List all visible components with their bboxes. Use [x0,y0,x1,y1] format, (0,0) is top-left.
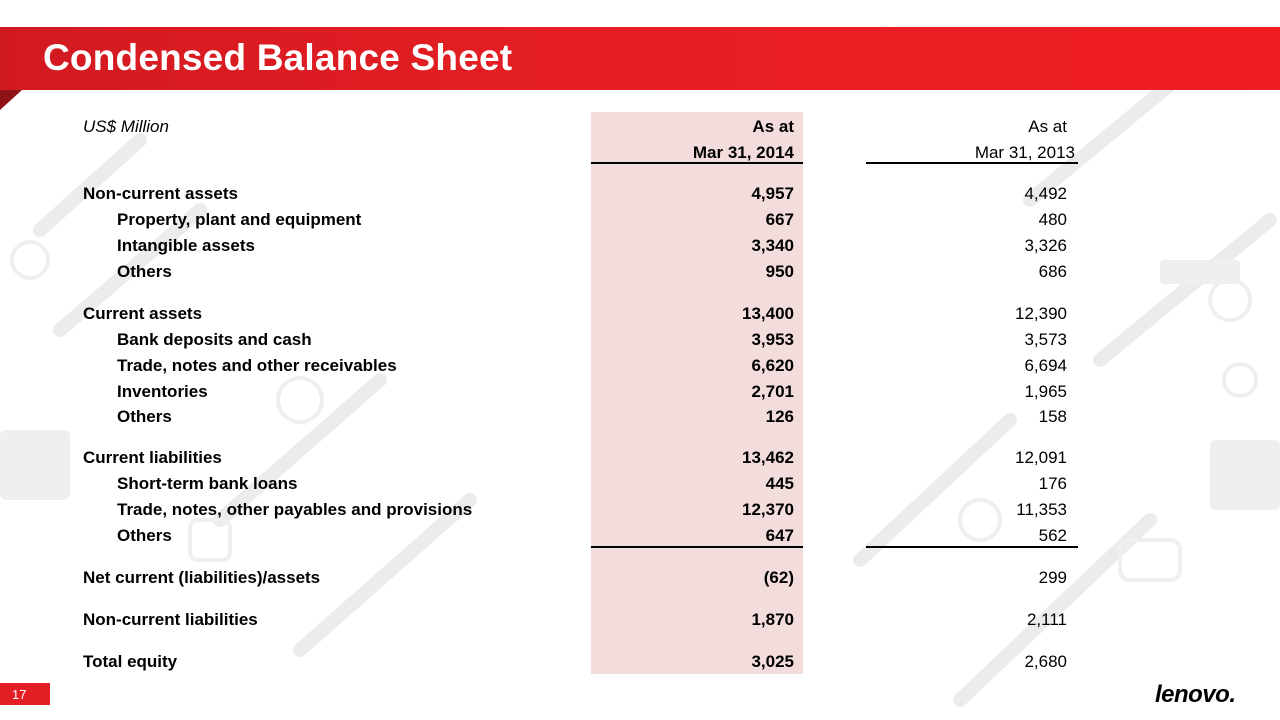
table-row [0,474,1280,496]
column-header-2014-line1: As at [752,117,794,136]
row-label: Bank deposits and cash [117,330,312,349]
value-2014: 647 [765,526,794,545]
row-label: Non-current assets [83,184,238,203]
table-row [0,210,1280,232]
row-label: Short-term bank loans [117,474,298,493]
value-2013: 158 [1038,407,1067,426]
row-label: Others [117,262,172,281]
value-2014: 126 [765,407,794,426]
table-row [0,448,1280,470]
value-2014: 2,701 [751,382,794,401]
table-row [0,184,1280,206]
value-2013: 2,680 [1024,652,1067,671]
table-row [0,382,1280,404]
value-2014: 13,400 [742,304,794,323]
column-header-2013-line1: As at [1028,117,1067,136]
row-label: Non-current liabilities [83,610,258,629]
page-number: 17 [0,683,50,705]
row-label: Current liabilities [83,448,222,467]
value-2013: 11,353 [1016,500,1067,519]
value-2013: 4,492 [1024,184,1067,203]
value-2013: 12,390 [1015,304,1067,323]
value-2014: 445 [765,474,794,493]
row-label: Trade, notes, other payables and provisions [117,500,473,519]
value-2013: 6,694 [1024,356,1067,375]
value-2014: 12,370 [742,500,794,519]
unit-label: US$ Million [83,117,169,136]
row-label: Intangible assets [117,236,255,255]
table-row [0,236,1280,258]
value-2014: 13,462 [742,448,794,467]
value-2013: 2,111 [1026,610,1067,629]
table-row [0,610,1280,632]
row-label: Net current (liabilities)/assets [83,568,321,587]
header-underline-2013 [866,162,1078,164]
row-label: Property, plant and equipment [117,210,362,229]
value-2013: 176 [1038,474,1067,493]
value-2014: 1,870 [751,610,794,629]
value-2014: 950 [765,262,794,281]
value-2014: 3,340 [751,236,794,255]
table-row [0,304,1280,326]
lenovo-logo: lenovo. [1155,681,1236,708]
value-2014: 3,025 [751,652,794,671]
value-2013: 3,573 [1024,330,1067,349]
value-2014: 4,957 [751,184,794,203]
row-label: Others [117,526,172,545]
table-row [0,500,1280,522]
value-2013: 562 [1038,526,1067,545]
value-2014: (62) [763,568,794,587]
table-row [0,568,1280,590]
value-2013: 12,091 [1015,448,1067,467]
value-2013: 3,326 [1024,236,1067,255]
slide-title: Condensed Balance Sheet [43,37,513,78]
table-row [0,356,1280,378]
header-underline-2014 [591,162,803,164]
column-header-2013-line2: Mar 31, 2013 [974,143,1075,162]
value-2013: 1,965 [1024,382,1067,401]
row-label: Total equity [83,652,178,671]
column-header-2014-line2: Mar 31, 2014 [692,143,794,162]
value-2013: 686 [1038,262,1067,281]
value-2014: 6,620 [751,356,794,375]
value-2013: 480 [1038,210,1067,229]
row-label: Others [117,407,172,426]
table-row [0,262,1280,284]
value-2014: 3,953 [751,330,794,349]
table-row [0,652,1280,674]
value-2013: 299 [1038,568,1067,587]
table-row [0,330,1280,352]
value-2014: 667 [765,210,794,229]
table-row [0,526,1280,548]
row-label: Inventories [117,382,208,401]
row-label: Trade, notes and other receivables [117,356,397,375]
table-row [0,407,1280,429]
row-label: Current assets [83,304,203,323]
